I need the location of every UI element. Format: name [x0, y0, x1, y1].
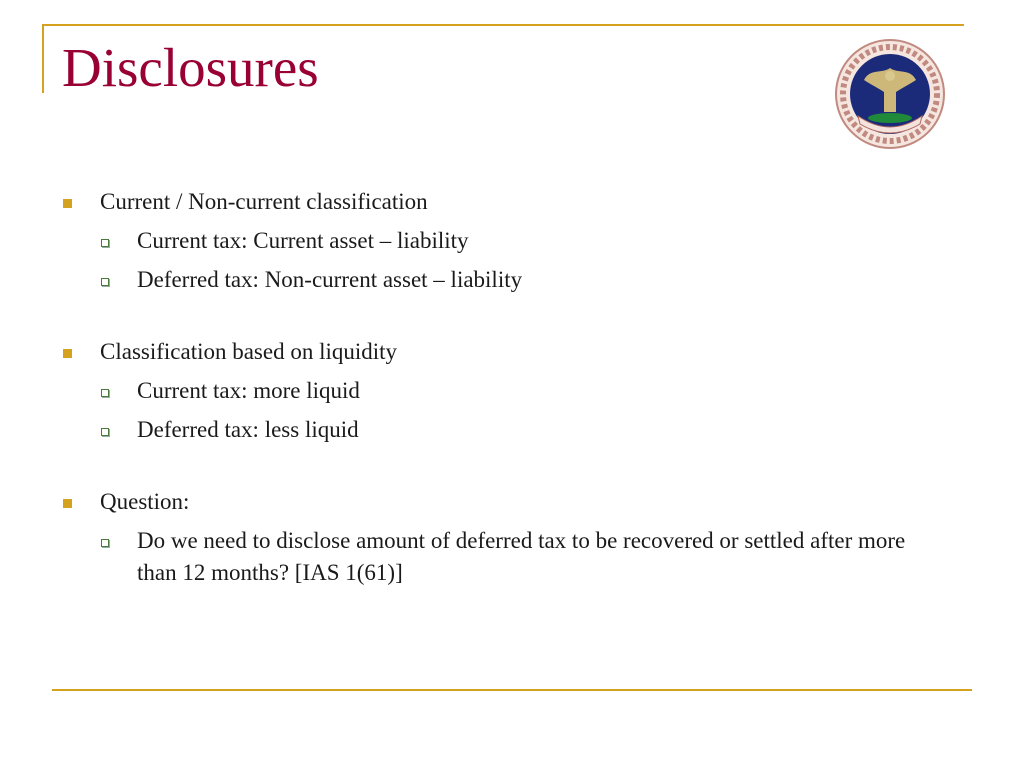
top-accent-line — [42, 24, 964, 26]
hollow-square-bullet-icon — [101, 389, 109, 397]
sub-bullet-text: Current tax: Current asset – liability — [137, 228, 469, 253]
sub-bullet-item — [60, 414, 960, 446]
slide-title: Disclosures — [62, 37, 319, 98]
bullet-item — [60, 486, 960, 518]
hollow-square-bullet-icon — [101, 539, 109, 547]
bottom-accent-line — [52, 689, 972, 691]
sub-bullet-text: Deferred tax: Non-current asset – liability — [137, 267, 523, 292]
bullet-text: Current / Non-current classification — [100, 189, 428, 214]
bullet-item — [60, 186, 960, 218]
sub-bullet-item — [60, 375, 960, 407]
square-bullet-icon — [63, 349, 72, 358]
hollow-square-bullet-icon — [101, 278, 109, 286]
bullet-item — [60, 336, 960, 368]
side-accent-line — [42, 24, 44, 93]
sub-bullet-text: Current tax: more liquid — [137, 378, 360, 403]
hollow-square-bullet-icon — [101, 239, 109, 247]
bullet-list — [60, 186, 960, 589]
sub-bullet-item — [60, 264, 960, 296]
institute-emblem-logo — [834, 38, 946, 150]
hollow-square-bullet-icon — [101, 428, 109, 436]
sub-bullet-item — [60, 225, 960, 257]
square-bullet-icon — [63, 499, 72, 508]
bullet-text: Classification based on liquidity — [100, 339, 398, 364]
sub-bullet-text: Do we need to disclose amount of deferred tax to be recovered or settled after more than 12 months? [IAS 1(61)] — [137, 528, 906, 585]
bullet-text: Question: — [100, 489, 190, 514]
sub-bullet-item — [60, 525, 937, 589]
sub-bullet-text: Deferred tax: less liquid — [137, 417, 359, 442]
square-bullet-icon — [63, 199, 72, 208]
